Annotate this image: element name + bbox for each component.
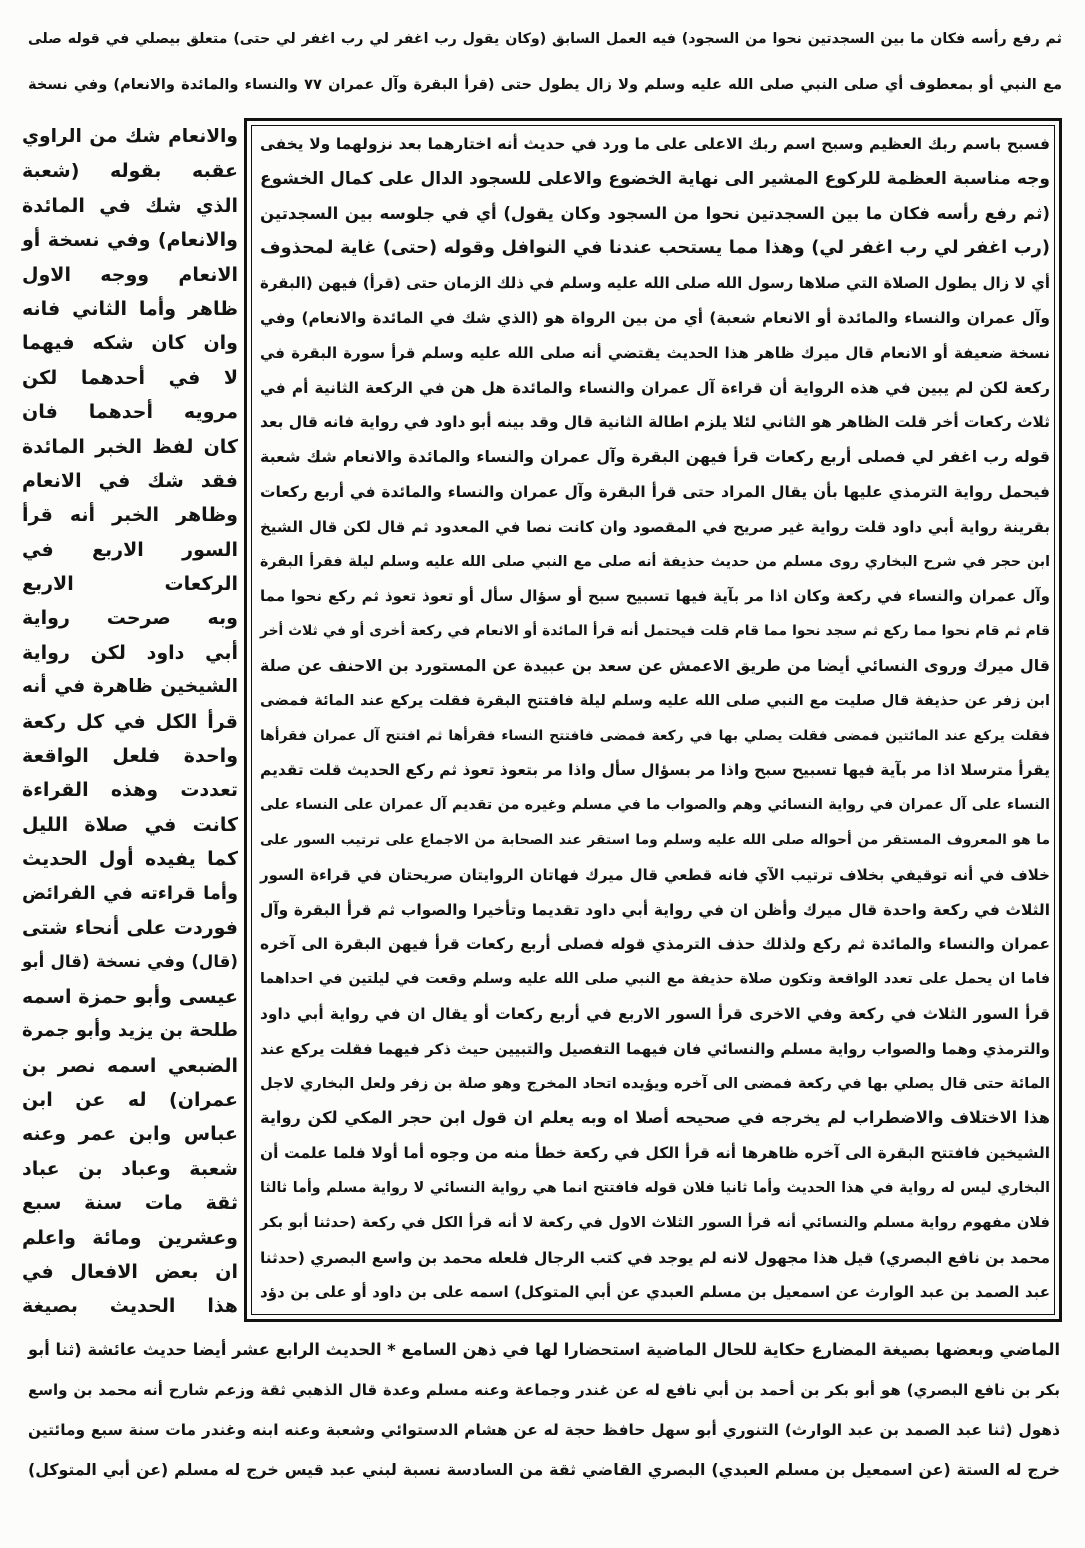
margin-line: فوردت على أنحاء شتى	[22, 916, 238, 939]
margin-line: عقبه بقوله (شعبة	[22, 160, 238, 183]
margin-line: ثقة مات سنة سبع	[22, 1192, 238, 1215]
margin-gloss-column	[20, 120, 238, 1324]
margin-line: الانعام ووجه الاول	[22, 263, 238, 286]
margin-line: تعددت وهذه القراءة	[22, 779, 238, 802]
body-line: البخاري ليس له رواية في هذا الحديث وأما ثانيا فلان قوله فافتتح انما هي رواية النسائي لا رواية مسلم وأما ثالثا	[260, 1179, 1050, 1196]
margin-line: كما يفيده أول الحديث	[22, 848, 238, 871]
margin-line: والانعام) وفي نسخة أو	[22, 229, 238, 252]
margin-line: (قال) وفي نسخة (قال أبو	[22, 952, 238, 972]
body-line: (رب اغفر لي رب اغفر لي) وهذا مما يستحب عندنا في النوافل وقوله (حتى) غاية لمحذوف	[260, 237, 1050, 259]
footer-line: ذهول (ثنا عبد الصمد بن عبد الوارث) التنوري أبو سهل حافظ حجة له عن هشام الدستوائي وشعبة وعنه ابنه وغندر مات سنة سبع ومائتين	[28, 1421, 1060, 1439]
margin-line: كان لفظ الخبر المائدة	[22, 435, 238, 458]
margin-line: واحدة فلعل الواقعة	[22, 745, 238, 768]
body-line: النساء على آل عمران في رواية النسائي وهم والصواب ما في مسلم وغيره من تقديم آل عمران على النساء على	[260, 797, 1050, 814]
main-commentary-text	[258, 127, 1050, 1310]
margin-line: الركعات الاربع	[22, 573, 238, 596]
margin-line: شعبة وعباد بن عباد	[22, 1157, 238, 1180]
body-line: فيحمل رواية الترمذي عليها بأن يقال المراد حتى قرأ البقرة وآل عمران والنساء والمائدة في أربع ركعات	[260, 482, 1050, 501]
body-line: وآل عمران والنساء والمائدة أو الانعام شعبة) أي من بين الرواة هو (الذي شك في المائدة والانعام) وفي	[260, 308, 1050, 327]
body-line: فقلت يركع عند المائتين فمضى فقلت يصلي بها في ركعة فمضى فافتتح النساء فقرأها ثم افتتح آل عمران فقرأها	[260, 727, 1050, 744]
header-line: ثم رفع رأسه فكان ما بين السجدتين نحوا من السجود) فيه العمل السابق (وكان يقول رب اغفر لي رب اغفر لي حتى) متعلق بيصلي في قوله صلى	[28, 31, 1062, 47]
body-line: عمران والنساء والمائدة ثم ركع ولذلك حذف الترمذي قوله فصلى أربع ركعات قرأ فيهن البقرة الى آخره	[260, 935, 1050, 954]
body-line: قام ثم قام نحوا مما ركع ثم سجد نحوا مما قام قلت فيحتمل أنه قرأ المائدة أو الانعام في ركعة أخرى أو في ثلاث أخر	[260, 623, 1050, 640]
margin-line: السور الاربع في	[22, 538, 238, 561]
body-line: محمد بن نافع البصري) قيل هذا مجهول لانه لم يوجد في كتب الرجال فلعله محمد بن واسع البصري (حدثنا	[260, 1248, 1050, 1267]
margin-line: عباس وابن عمر وعنه	[22, 1123, 238, 1146]
margin-line: طلحة بن يزيد وأبو جمرة	[22, 1020, 238, 1042]
margin-line: والانعام شك من الراوي	[22, 126, 238, 147]
body-line: وآل عمران والنساء في ركعة وكان اذا مر بآية فيها تسبيح سبح أو سؤال سأل أو تعوذ تعوذ ثم ركع نحوا مما	[260, 587, 1050, 606]
body-line: ابن زفر عن حذيفة قال صليت مع النبي صلى الله عليه وسلم ليلة فافتتح البقرة فقلت يركع عند المائة فمضى	[260, 691, 1050, 709]
body-line: قوله رب اغفر لي فصلى أربع ركعات قرأ فيهن البقرة وآل عمران والنساء والمائدة والانعام شك شعبة	[260, 447, 1050, 467]
body-line: ما هو المعروف المستقر من أحواله صلى الله عليه وسلم وما استقر عند الصحابة من الاجماع على ترتيب السور على	[260, 831, 1050, 848]
margin-line: وأما قراءته في الفرائض	[22, 882, 238, 904]
page-footer-text	[26, 1330, 1060, 1490]
margin-line: الذي شك في المائدة	[22, 194, 238, 217]
margin-line: الضبعي اسمه نصر بن	[22, 1054, 238, 1077]
body-line: الثلاث في ركعة واحدة قال ميرك وأظن ان في رواية أبي داود تقديما وتأخيرا والصواب ثم قرأ البقرة وآل	[260, 900, 1050, 919]
body-line: نسخة ضعيفة أو الانعام قال ميرك ظاهر هذا الحديث يقتضي أنه صلى الله عليه وسلم قرأ سورة البقرة في	[260, 343, 1050, 362]
body-line: يقرأ مترسلا اذا مر بآية فيها تسبيح سبح واذا مر بسؤال سأل واذا مر بتعوذ تعوذ ثم ركع الحديث قلت تقديم	[260, 761, 1050, 780]
body-line: خلاف في أنه توقيفي بخلاف ترتيب الآي فانه قطعي قال ميرك فهاتان الروايتان صريحتان في قراءة السور	[260, 865, 1050, 884]
margin-line: الشيخين ظاهرة في أنه	[22, 676, 238, 698]
margin-line: هذا الحديث بصيغة	[22, 1295, 238, 1318]
body-line: ثلاث ركعات أخر قلت الظاهر هو الثاني لئلا يلزم اطالة الثانية قال وقد بينه أبو داود في رواية فانه قال بعد	[260, 413, 1050, 432]
footer-line: خرج له الستة (عن اسمعيل بن مسلم العبدي) البصري القاضي ثقة من السادسة نسبة لبني عبد قيس خرج له مسلم (عن أبي المتوكل)	[28, 1460, 1060, 1479]
margin-line: كانت في صلاة الليل	[22, 813, 238, 836]
body-line: أي لا زال يطول الصلاة التي صلاها رسول الله صلى الله عليه وسلم في ذلك الزمان حتى (قرأ) فيهن (البقرة	[260, 274, 1050, 293]
footer-line: الماضي وبعضها بصيغة المضارع حكاية للحال الماضية استحضارا لها في ذهن السامع * الحديث الرابع عشر أيضا حديث عائشة (ثنا أبو	[28, 1340, 1060, 1359]
margin-line: عيسى وأبو حمزة اسمه	[22, 985, 238, 1008]
body-line: عبد الصمد بن عبد الوارث عن اسمعيل بن مسلم العبدي عن أبي المتوكل) اسمه على بن داود أو على بن دؤد	[260, 1283, 1050, 1302]
body-line: بقرينة رواية أبي داود قلت رواية غير صريح في المقصود وان كانت نصا في المعدود ثم قال لكن قال الشيخ	[260, 517, 1050, 536]
body-line: ابن حجر في شرح البخاري روى مسلم من حديث حذيفة أنه صلى مع النبي صلى الله عليه وسلم ليلة فقرأ البقرة	[260, 553, 1050, 570]
body-line: وجه مناسبة العظمة للركوع المشير الى نهاية الخضوع والاعلى للسجود الدال على كمال الخشوع	[260, 168, 1050, 189]
body-line: فسبح باسم ربك العظيم وسبح اسم ربك الاعلى على ما ورد في حديث أنه اختارهما بعد نزولهما ولا يخفى	[260, 135, 1050, 153]
body-line: فاما ان يحمل على تعدد الواقعة وتكون صلاة حذيفة مع النبي صلى الله عليه وسلم وقعت في ليلتين في احداهما	[260, 971, 1050, 988]
margin-line: ان بعض الافعال في	[22, 1260, 238, 1283]
body-line: فلان مفهوم رواية مسلم والنسائي أنه قرأ السور الثلاث الاول في ركعة لا أنه قرأ الكل في ركعة (حدثنا أبو بكر	[260, 1213, 1050, 1231]
body-line: (ثم رفع رأسه فكان ما بين السجدتين نحوا من السجود وكان يقول) أي في جلوسه بين السجدتين	[260, 203, 1050, 223]
body-line: هذا الاختلاف والاضطراب لم يخرجه في صحيحه أصلا اه وبه يعلم ان قول ابن حجر المكي لكن رواية	[260, 1108, 1050, 1128]
margin-line: أبي داود لكن رواية	[22, 641, 238, 664]
margin-line: فقد شك في الانعام	[22, 469, 238, 492]
margin-line: وان كان شكه فيهما	[22, 332, 238, 355]
margin-line: قرأ الكل في كل ركعة	[22, 710, 238, 733]
body-line: ركعة لكن لم يبين في هذه الرواية أن قراءة آل عمران والنساء والمائدة هل هن في الركعة الثانية أم في	[260, 378, 1050, 397]
margin-line: وعشرين ومائة واعلم	[22, 1226, 238, 1249]
body-line: قال ميرك وروى النسائي أيضا من طريق الاعمش عن سعد بن عبيدة عن المستورد بن الاحنف عن صلة	[260, 655, 1050, 675]
body-line: المائة حتى قال يصلي بها في ركعة فمضى الى آخره ويؤيده اتحاد المخرج وهو صلة بن زفر ولعل البخاري لاجل	[260, 1074, 1050, 1092]
margin-line: وبه صرحت رواية	[22, 607, 238, 630]
body-line: والترمذي وهما والصواب رواية مسلم والنسائي فان فيهما التفصيل والتبيين حيث ذكر فيهما فقلت يركع عند	[260, 1039, 1050, 1058]
margin-line: عمران) له عن ابن	[22, 1088, 238, 1111]
header-line: مع النبي أو بمعطوف أي صلى النبي صلى الله عليه وسلم ولا زال يطول حتى (قرأ البقرة وآل عمران ٧٧ والنساء والمائدة والانعام) وفي نسخة	[28, 76, 1062, 93]
margin-line: وظاهر الخبر أنه قرأ	[22, 504, 238, 527]
margin-line: لا في أحدهما لكن	[22, 366, 238, 389]
margin-line: مرويه أحدهما فان	[22, 401, 238, 424]
body-line: الشيخين فافتتح البقرة الى آخره ظاهرها أنه قرأ الكل في ركعة خطأ منه من وجوه أما أولا فلما علمت أن	[260, 1144, 1050, 1163]
footer-line: بكر بن نافع البصري) هو أبو بكر بن أحمد بن أبي نافع له عن غندر وجماعة وعنه مسلم وعدة قال الذهبي ثقة وزعم شارح أنه محمد بن واسع	[28, 1381, 1060, 1399]
page-header-text	[26, 16, 1062, 108]
body-line: قرأ السور الثلاث في ركعة وفي الاخرى قرأ السور الاربع في أربع ركعات أو يقال ان في رواية أبي داود	[260, 1004, 1050, 1023]
margin-line: ظاهر وأما الثاني فانه	[22, 297, 238, 320]
